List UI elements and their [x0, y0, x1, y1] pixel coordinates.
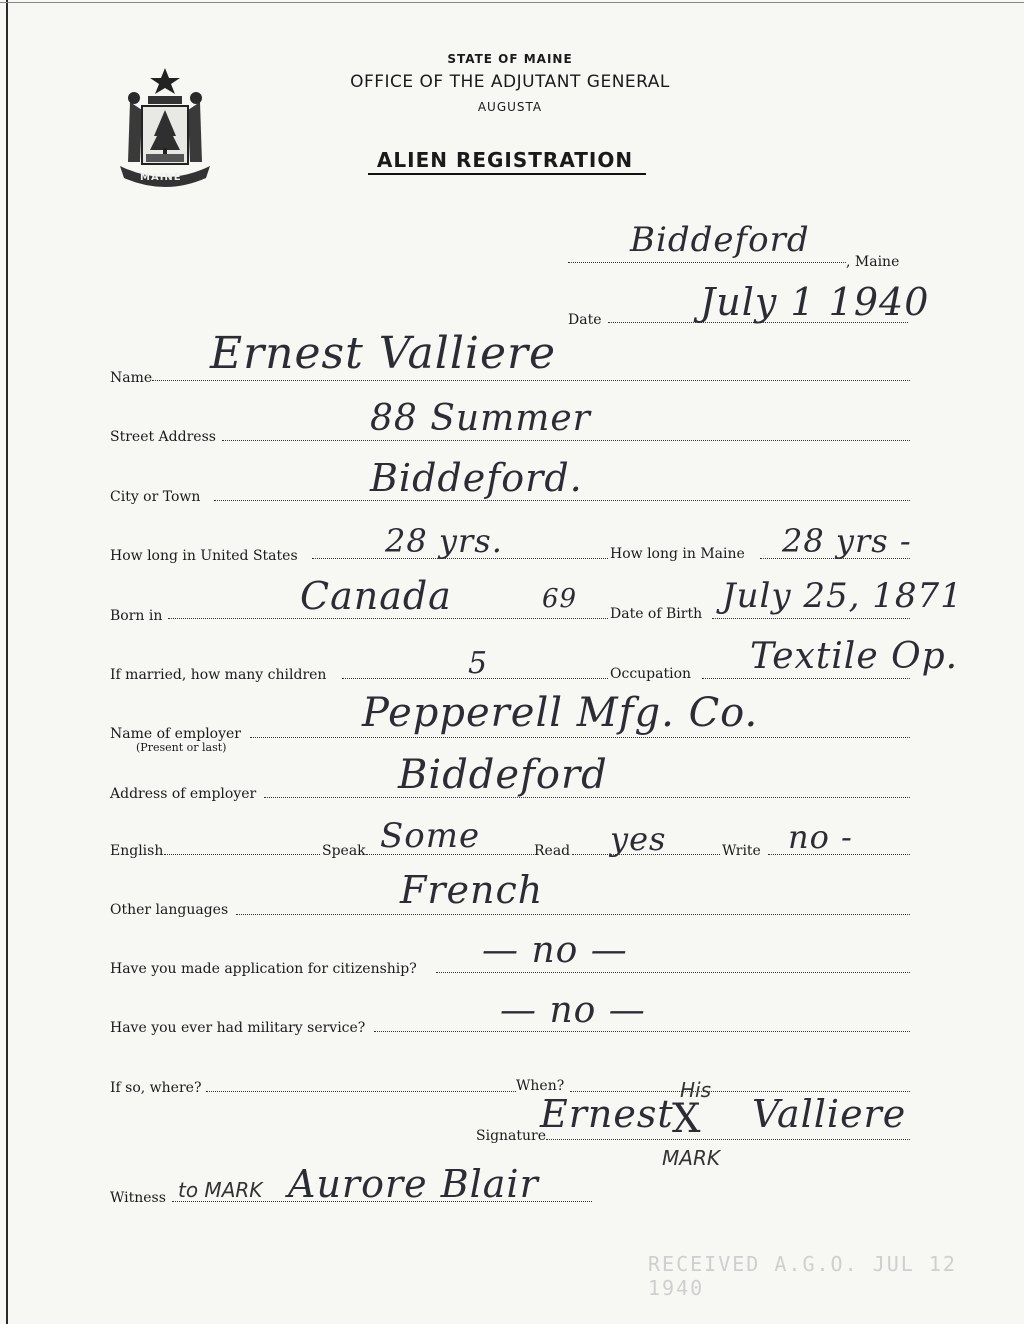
speak-value: Some [380, 816, 481, 856]
employer-label: Name of employer [110, 726, 241, 742]
born-in-line [168, 618, 608, 619]
town-value: Biddeford [630, 220, 810, 260]
employer-value: Pepperell Mfg. Co. [362, 690, 759, 736]
signature-mark-x: X [672, 1096, 702, 1142]
office-heading: OFFICE OF THE ADJUTANT GENERAL [350, 72, 670, 92]
citizenship-value: — no — [482, 930, 628, 971]
english-line [164, 854, 320, 855]
city-heading: AUGUSTA [477, 100, 543, 114]
born-in-label: Born in [110, 608, 163, 624]
employer-line [250, 737, 910, 738]
maine-label: , Maine [846, 254, 900, 270]
name-value: Ernest Valliere [210, 328, 557, 379]
military-label: Have you ever had military service? [110, 1020, 366, 1036]
other-languages-label: Other languages [110, 902, 229, 918]
how-long-us-label: How long in United States [110, 548, 298, 564]
form-title: ALIEN REGISTRATION [376, 148, 634, 172]
how-long-maine-value: 28 yrs - [782, 522, 912, 560]
street-label: Street Address [110, 429, 216, 445]
military-value: — no — [500, 990, 646, 1031]
citizenship-label: Have you made application for citizenship? [110, 961, 417, 977]
read-value: yes [610, 820, 667, 858]
state-heading: STATE OF MAINE [447, 52, 573, 66]
english-label: English [110, 843, 164, 859]
town-line [568, 262, 846, 263]
left-border [6, 0, 8, 1324]
city-line [214, 500, 910, 501]
children-value: 5 [468, 646, 489, 681]
title-underline [368, 173, 646, 175]
street-value: 88 Summer [370, 398, 591, 439]
write-label: Write [722, 843, 761, 859]
occupation-line [702, 678, 910, 679]
employer-note: (Present or last) [136, 741, 227, 754]
write-value: no - [788, 818, 853, 856]
name-label: Name [110, 370, 153, 386]
witness-label: Witness [110, 1190, 166, 1206]
employer-address-label: Address of employer [110, 786, 257, 802]
employer-address-value: Biddeford [398, 752, 608, 798]
street-line [222, 440, 910, 441]
date-label: Date [568, 312, 602, 328]
name-line [152, 380, 910, 381]
other-languages-value: French [400, 868, 544, 912]
where-line [206, 1091, 516, 1092]
date-value: July 1 1940 [700, 280, 930, 324]
children-label: If married, how many children [110, 667, 327, 683]
top-border [0, 2, 1024, 3]
occupation-value: Textile Op. [750, 636, 959, 677]
dob-line [712, 618, 910, 619]
where-label: If so, where? [110, 1080, 202, 1096]
how-long-us-value: 28 yrs. [385, 522, 503, 560]
how-long-maine-label: How long in Maine [610, 546, 745, 562]
his-text: His [680, 1078, 712, 1102]
occupation-label: Occupation [610, 666, 692, 682]
when-label: When? [516, 1078, 565, 1094]
other-languages-line [236, 914, 910, 915]
signature-line [546, 1139, 910, 1140]
signature-first: Ernest [540, 1092, 674, 1136]
received-stamp: RECEIVED A.G.O. JUL 12 1940 [648, 1252, 957, 1300]
signature-last: Valliere [752, 1092, 907, 1136]
city-value: Biddeford. [370, 456, 583, 500]
witness-note: to MARK [178, 1178, 263, 1202]
born-in-extra: 69 [542, 584, 578, 614]
witness-value: Aurore Blair [288, 1162, 539, 1206]
seal-banner-text: MAINE [140, 172, 182, 183]
signature-label: Signature [476, 1128, 547, 1144]
mark-text: MARK [662, 1146, 720, 1170]
city-label: City or Town [110, 489, 201, 505]
born-in-value: Canada [300, 574, 452, 618]
speak-label: Speak [322, 843, 366, 859]
read-label: Read [534, 843, 571, 859]
dob-value: July 25, 1871 [722, 576, 963, 616]
citizenship-line [436, 972, 910, 973]
military-line [374, 1031, 910, 1032]
dob-label: Date of Birth [610, 606, 703, 622]
